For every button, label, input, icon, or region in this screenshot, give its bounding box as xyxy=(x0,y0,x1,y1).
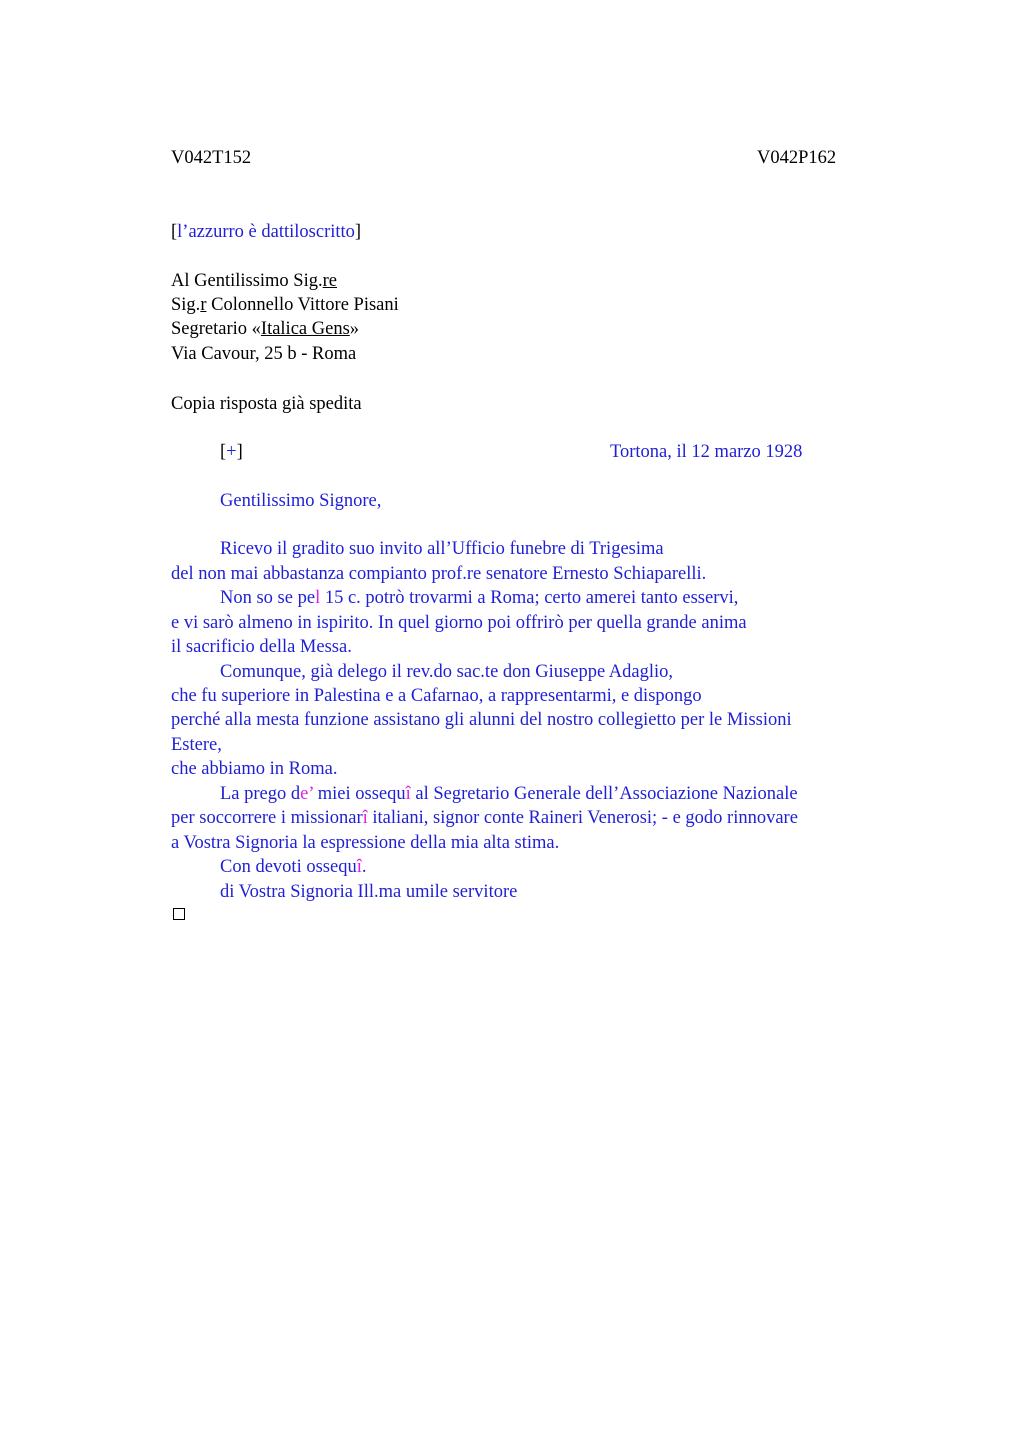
salutation: Gentilissimo Signore, xyxy=(220,491,382,511)
closing-line: Con devoti ossequî. xyxy=(220,857,367,877)
body-line: del non mai abbastanza compianto prof.re senatore Ernesto Schiaparelli. xyxy=(171,564,707,584)
address-line-4: Via Cavour, 25 b - Roma xyxy=(171,344,357,364)
body-line: il sacrificio della Messa. xyxy=(171,637,352,657)
address-line-2: Sig.r Colonnello Vittore Pisani xyxy=(171,295,399,315)
header-left-code: V042T152 xyxy=(171,148,252,168)
cross-mark: [+] xyxy=(220,442,243,462)
copy-note: Copia risposta già spedita xyxy=(171,394,362,414)
body-line: che fu superiore in Palestina e a Cafarnao, a rappresentarmi, e dispongo xyxy=(171,686,702,706)
end-box-icon xyxy=(173,908,185,920)
place-date: Tortona, il 12 marzo 1928 xyxy=(610,442,803,462)
signature-line: di Vostra Signoria Ill.ma umile servitore xyxy=(220,882,518,902)
body-line: Estere, xyxy=(171,735,222,755)
body-line: Non so se pel 15 c. potrò trovarmi a Roma; certo amerei tanto esservi, xyxy=(220,588,739,608)
body-line: che abbiamo in Roma. xyxy=(171,759,338,779)
address-line-1: Al Gentilissimo Sig.re xyxy=(171,271,337,291)
body-line: La prego de’ miei ossequî al Segretario Generale dell’Associazione Nazionale xyxy=(220,784,798,804)
header-right-code: V042P162 xyxy=(757,148,837,168)
document-page xyxy=(171,0,875,1450)
body-line: e vi sarò almeno in ispirito. In quel giorno poi offrirò per quella grande anima xyxy=(171,613,747,633)
address-line-3: Segretario «Italica Gens» xyxy=(171,319,360,339)
body-line: Ricevo il gradito suo invito all’Ufficio funebre di Trigesima xyxy=(220,539,664,559)
body-line: per soccorrere i missionarî italiani, signor conte Raineri Venerosi; - e godo rinnovare xyxy=(171,808,798,828)
body-line: Comunque, già delego il rev.do sac.te don Giuseppe Adaglio, xyxy=(220,662,673,682)
transcription-note: [l’azzurro è dattiloscritto] xyxy=(171,222,362,242)
body-line: perché alla mesta funzione assistano gli alunni del nostro collegietto per le Missioni xyxy=(171,710,792,730)
body-line: a Vostra Signoria la espressione della mia alta stima. xyxy=(171,833,560,853)
